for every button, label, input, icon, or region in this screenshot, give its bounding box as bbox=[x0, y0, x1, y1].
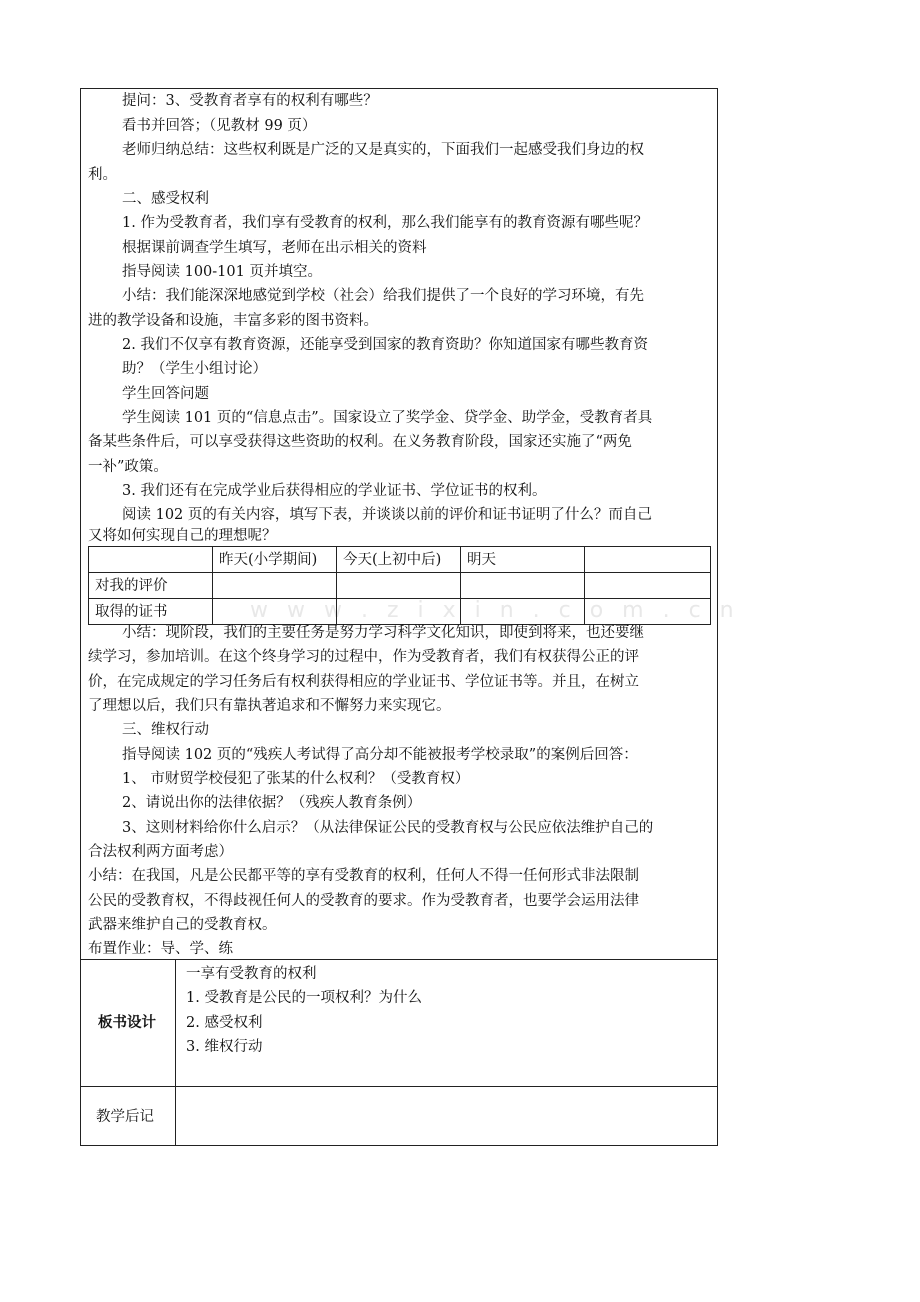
paragraph: 2、请说出你的法律依据？（残疾人教育条例） bbox=[122, 795, 422, 811]
paragraph: 指导阅读 100-101 页并填空。 bbox=[122, 264, 322, 280]
paragraph: 武器来维护自己的受教育权。 bbox=[88, 917, 277, 933]
label-column-divider bbox=[175, 959, 176, 1146]
table-cell bbox=[461, 599, 585, 625]
paragraph: 公民的受教育权，不得歧视任何人的受教育的要求。作为受教育者，也要学会运用法律 bbox=[88, 893, 639, 909]
paragraph: 助？（学生小组讨论） bbox=[122, 361, 267, 377]
homework-line: 布置作业：导、学、练 bbox=[88, 941, 233, 957]
table-header-cell: 今天(上初中后) bbox=[337, 547, 461, 573]
board-line: 2. 感受权利 bbox=[186, 1015, 263, 1031]
board-line: 一享有受教育的权利 bbox=[186, 966, 317, 982]
evaluation-table bbox=[88, 546, 711, 625]
paragraph: 指导阅读 102 页的“残疾人考试得了高分却不能被报考学校录取”的案例后回答： bbox=[122, 747, 638, 763]
table-cell bbox=[337, 573, 461, 599]
paragraph: 进的教学设备和设施，丰富多彩的图书资料。 bbox=[88, 313, 378, 329]
table-header-row bbox=[89, 547, 711, 573]
paragraph: 看书并回答；（见教材 99 页） bbox=[122, 118, 317, 134]
paragraph: 学生回答问题 bbox=[122, 386, 209, 402]
table-cell bbox=[213, 599, 337, 625]
paragraph: 根据课前调查学生填写，老师在出示相关的资料 bbox=[122, 240, 427, 256]
section-heading: 二、感受权利 bbox=[122, 191, 209, 207]
paragraph: 续学习，参加培训。在这个终身学习的过程中，作为受教育者，我们有权获得公正的评 bbox=[88, 649, 639, 665]
table-cell bbox=[585, 599, 711, 625]
table-header-cell bbox=[585, 547, 711, 573]
table-row bbox=[89, 599, 711, 625]
board-design-label: 板书设计 bbox=[98, 1014, 156, 1031]
teaching-reflection-label: 教学后记 bbox=[96, 1109, 154, 1125]
paragraph: 1. 作为受教育者，我们享有受教育的权利，那么我们能享有的教育资源有哪些呢？ bbox=[122, 215, 648, 231]
table-cell: 对我的评价 bbox=[89, 573, 213, 599]
board-line: 3. 维权行动 bbox=[186, 1039, 263, 1055]
paragraph: 利。 bbox=[88, 167, 117, 183]
table-header-cell: 明天 bbox=[461, 547, 585, 573]
table-cell bbox=[585, 573, 711, 599]
paragraph: 学生阅读 101 页的“信息点击”。国家设立了奖学金、贷学金、助学金，受教育者具 bbox=[122, 410, 653, 426]
table-header-cell bbox=[89, 547, 213, 573]
paragraph: 又将如何实现自己的理想呢？ bbox=[88, 528, 277, 544]
paragraph: 3. 我们还有在完成学业后获得相应的学业证书、学位证书的权利。 bbox=[122, 483, 547, 499]
paragraph: 3、这则材料给你什么启示？（从法律保证公民的受教育权与公民应依法维护自己的 bbox=[122, 820, 654, 836]
paragraph: 小结：在我国，凡是公民都平等的享有受教育的权利，任何人不得一任何形式非法限制 bbox=[88, 868, 639, 884]
watermark: w w w . z i x i n . c o m . c n bbox=[250, 598, 740, 623]
table-header-cell: 昨天(小学期间) bbox=[213, 547, 337, 573]
table-cell: 取得的证书 bbox=[89, 599, 213, 625]
paragraph: 了理想以后，我们只有靠执著追求和不懈努力来实现它。 bbox=[88, 698, 451, 714]
paragraph: 老师归纳总结：这些权利既是广泛的又是真实的，下面我们一起感受我们身边的权 bbox=[122, 142, 644, 158]
table-cell bbox=[337, 599, 461, 625]
paragraph: 一补”政策。 bbox=[88, 459, 168, 475]
board-line: 1. 受教育是公民的一项权利？为什么 bbox=[186, 990, 422, 1006]
table-cell bbox=[213, 573, 337, 599]
paragraph: 备某些条件后，可以享受获得这些资助的权利。在义务教育阶段，国家还实施了“两免 bbox=[88, 434, 632, 450]
paragraph: 提问：3、受教育者享有的权利有哪些？ bbox=[122, 93, 378, 109]
section-heading: 三、维权行动 bbox=[122, 722, 209, 738]
paragraph: 价，在完成规定的学习任务后有权利获得相应的学业证书、学位证书等。并且，在树立 bbox=[88, 674, 639, 690]
table-cell bbox=[461, 573, 585, 599]
paragraph: 阅读 102 页的有关内容，填写下表，并谈谈以前的评价和证书证明了什么？而自己 bbox=[122, 507, 652, 523]
paragraph: 合法权利两方面考虑） bbox=[88, 844, 233, 860]
table-row bbox=[89, 573, 711, 599]
paragraph: 2. 我们不仅享有教育资源，还能享受到国家的教育资助？你知道国家有哪些教育资 bbox=[122, 337, 648, 353]
paragraph: 小结：现阶段，我们的主要任务是努力学习科学文化知识，即使到将来，也还要继 bbox=[122, 625, 644, 641]
paragraph: 小结：我们能深深地感觉到学校（社会）给我们提供了一个良好的学习环境，有先 bbox=[122, 288, 644, 304]
paragraph: 1、 市财贸学校侵犯了张某的什么权利？（受教育权） bbox=[122, 771, 470, 787]
